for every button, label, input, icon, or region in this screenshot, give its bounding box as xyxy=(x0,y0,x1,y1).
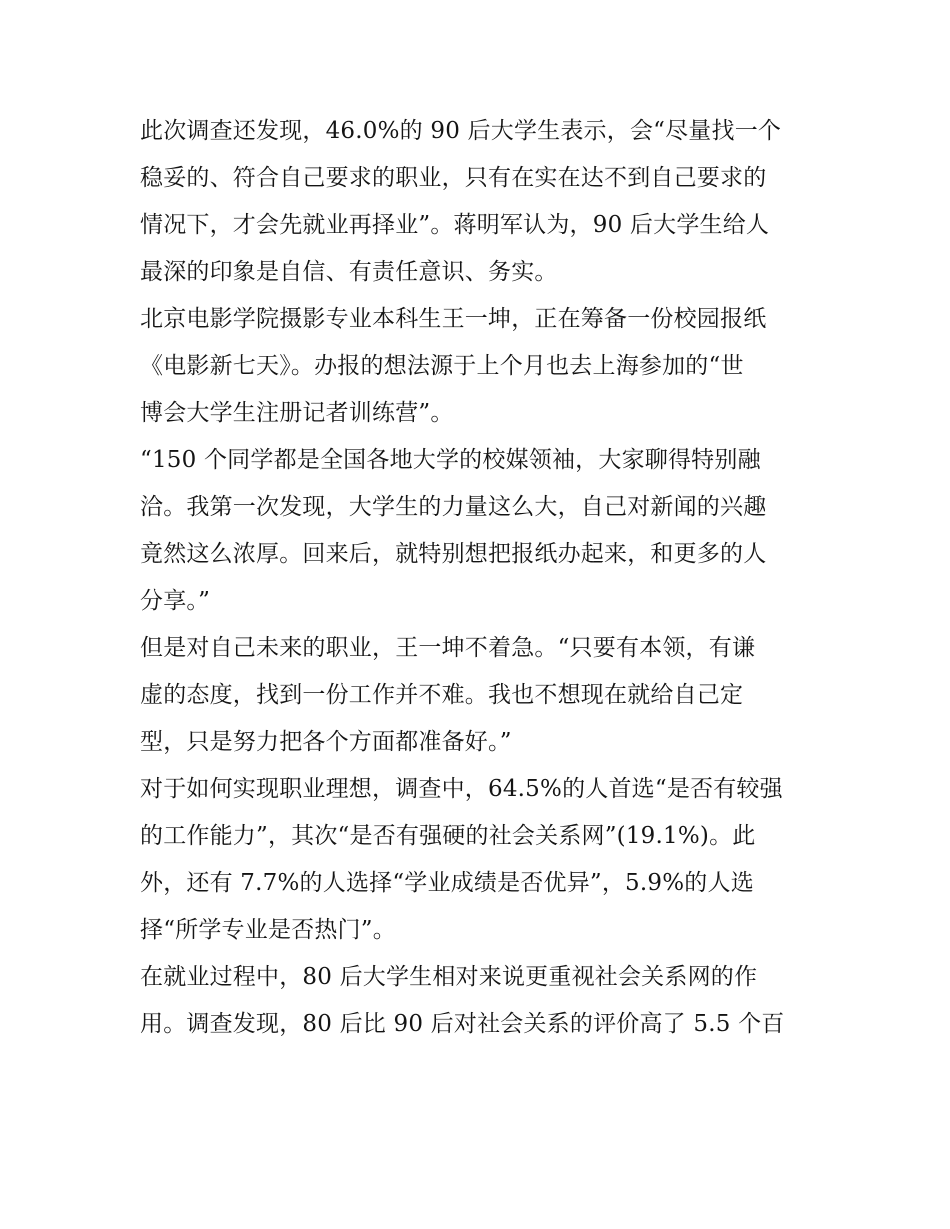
text-line: 洽。我第一次发现，大学生的力量这么大，自己对新闻的兴趣 xyxy=(140,494,767,520)
text-line: 最深的印象是自信、有责任意识、务实。 xyxy=(140,259,558,285)
text-line: 博会大学生注册记者训练营”。 xyxy=(140,400,454,426)
text-line: 型，只是努力把各个方面都准备好。” xyxy=(140,729,512,755)
text-line: “150 个同学都是全国各地大学的校媒领袖，大家聊得特别融 xyxy=(140,447,761,473)
text-line: 分享。” xyxy=(140,588,211,614)
text-line: 在就业过程中，80 后大学生相对来说更重视社会关系网的作 xyxy=(140,964,758,990)
text-line: 用。调查发现，80 后比 90 后对社会关系的评价高了 5.5 个百 xyxy=(140,1011,785,1037)
text-line: 北京电影学院摄影专业本科生王一坤，正在筹备一份校园报纸 xyxy=(140,306,767,332)
text-line: 外，还有 7.7%的人选择“学业成绩是否优异”，5.9%的人选 xyxy=(140,870,754,896)
text-line: 虚的态度，找到一份工作并不难。我也不想现在就给自己定 xyxy=(140,682,744,708)
text-line: 对于如何实现职业理想，调查中，64.5%的人首选“是否有较强 xyxy=(140,776,783,802)
text-line: 此次调查还发现，46.0%的 90 后大学生表示，会“尽量找一个 xyxy=(140,118,782,144)
text-line: 的工作能力”，其次“是否有强硬的社会关系网”(19.1%)。此 xyxy=(140,823,756,849)
text-line: 《电影新七天》。办报的想法源于上个月也去上海参加的“世 xyxy=(140,353,744,379)
text-line: 竟然这么浓厚。回来后，就特别想把报纸办起来，和更多的人 xyxy=(140,541,767,567)
text-line: 情况下，才会先就业再择业”。蒋明军认为，90 后大学生给人 xyxy=(140,212,770,238)
text-line: 但是对自己未来的职业，王一坤不着急。“只要有本领，有谦 xyxy=(140,635,756,661)
text-line: 稳妥的、符合自己要求的职业，只有在实在达不到自己要求的 xyxy=(140,165,767,191)
text-line: 择“所学专业是否热门”。 xyxy=(140,917,396,943)
document-body xyxy=(140,112,820,1052)
